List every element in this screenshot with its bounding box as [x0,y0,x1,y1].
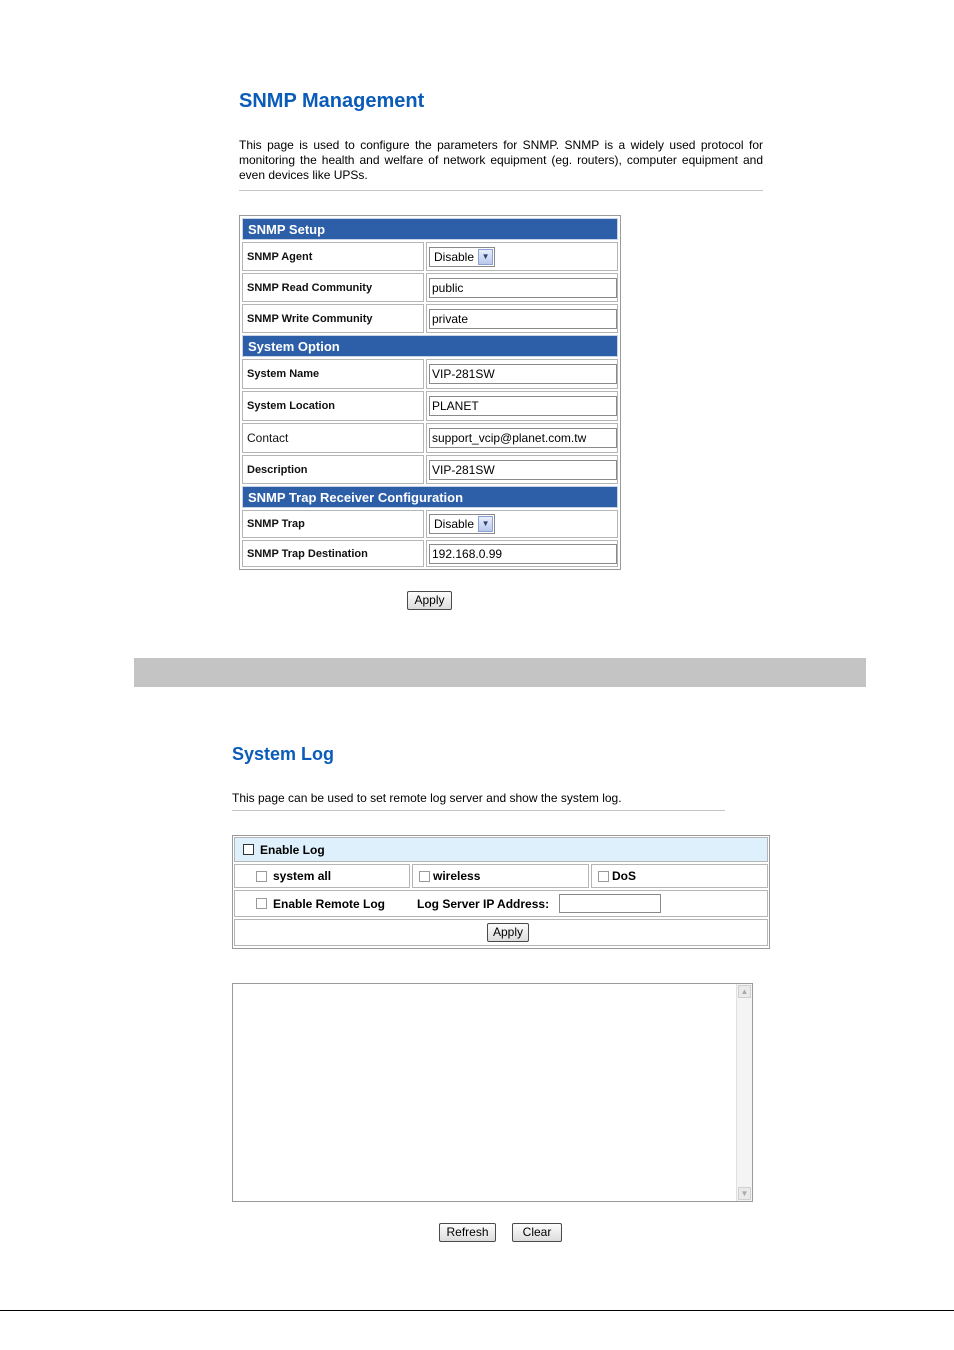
log-apply-row [234,919,768,946]
snmp-apply-button[interactable]: Apply [407,591,452,610]
page-footer-rule [0,1310,954,1311]
system-location-row [242,391,618,421]
snmp-agent-value: Disable [434,249,475,264]
remote-log-row [234,890,768,917]
dos-label: DoS [612,869,636,883]
snmp-agent-label: SNMP Agent [242,242,424,271]
snmp-agent-row [242,242,618,271]
enable-remote-log-label: Enable Remote Log [273,896,386,911]
system-option-header: System Option [242,335,618,357]
snmp-trap-label: SNMP Trap [242,510,424,538]
snmp-page-title: SNMP Management [239,90,425,112]
snmp-trap-destination-label: SNMP Trap Destination [242,540,424,567]
chevron-down-icon[interactable]: ▼ [738,1187,751,1200]
wireless-label: wireless [433,869,481,883]
clear-button[interactable]: Clear [512,1223,562,1242]
log-scrollbar[interactable] [736,984,752,1201]
snmp-write-row [242,304,618,333]
wireless-cell [412,864,589,888]
snmp-trap-value: Disable [434,517,475,531]
snmp-description: This page is used to configure the parameters for SNMP. SNMP is a widely used protocol for monitoring the health and welfare of network equipment (eg. routers), computer equipment and even devices like UPSs. [239,138,763,182]
contact-label: Contact [242,423,424,453]
system-location-label: System Location [242,391,424,421]
snmp-read-row [242,273,618,302]
chevron-down-icon[interactable]: ▼ [478,249,493,265]
snmp-trap-destination-row [242,540,618,567]
section-divider-band [134,658,866,687]
description-row [242,455,618,484]
contact-input[interactable]: support_vcip@planet.com.tw [429,428,617,448]
system-name-input[interactable]: VIP-281SW [429,364,617,384]
system-name-row [242,359,618,389]
system-log-settings-table [232,835,770,949]
snmp-write-community-input[interactable]: private [429,309,617,329]
dos-checkbox[interactable] [598,871,609,882]
snmp-read-community-label: SNMP Read Community [242,273,424,302]
description-input[interactable]: VIP-281SW [429,460,617,480]
system-all-label: system all [273,869,332,883]
snmp-trap-destination-input[interactable]: 192.168.0.99 [429,544,617,564]
system-log-description: This page can be used to set remote log server and show the system log. [232,791,622,805]
snmp-setup-header: SNMP Setup [242,218,618,240]
contact-row [242,423,618,453]
snmp-write-community-label: SNMP Write Community [242,304,424,333]
log-server-ip-input[interactable] [559,894,661,913]
enable-log-label: Enable Log [260,842,325,857]
snmp-agent-select[interactable] [429,247,495,267]
snmp-divider [239,190,763,191]
system-location-input[interactable]: PLANET [429,396,617,416]
refresh-button[interactable]: Refresh [439,1223,496,1242]
chevron-down-icon[interactable]: ▼ [478,516,493,532]
system-all-checkbox[interactable] [256,871,267,882]
chevron-up-icon[interactable]: ▲ [738,985,751,998]
wireless-checkbox[interactable] [419,871,430,882]
enable-log-checkbox[interactable] [243,844,254,855]
system-all-cell [234,864,410,888]
system-log-content [233,984,752,992]
system-log-title: System Log [232,744,335,764]
enable-log-row [234,837,768,862]
system-log-textarea[interactable] [232,983,753,1202]
system-log-divider [232,810,725,811]
dos-cell [591,864,768,888]
enable-remote-log-checkbox[interactable] [256,898,267,909]
snmp-trap-row [242,510,618,538]
snmp-read-community-input[interactable]: public [429,278,617,298]
snmp-trap-header: SNMP Trap Receiver Configuration [242,486,618,508]
system-name-label: System Name [242,359,424,389]
snmp-settings-table [239,215,621,570]
snmp-trap-select[interactable] [429,514,495,534]
description-label: Description [242,455,424,484]
log-server-ip-label: Log Server IP Address: [417,896,550,911]
log-apply-button[interactable]: Apply [487,923,529,942]
